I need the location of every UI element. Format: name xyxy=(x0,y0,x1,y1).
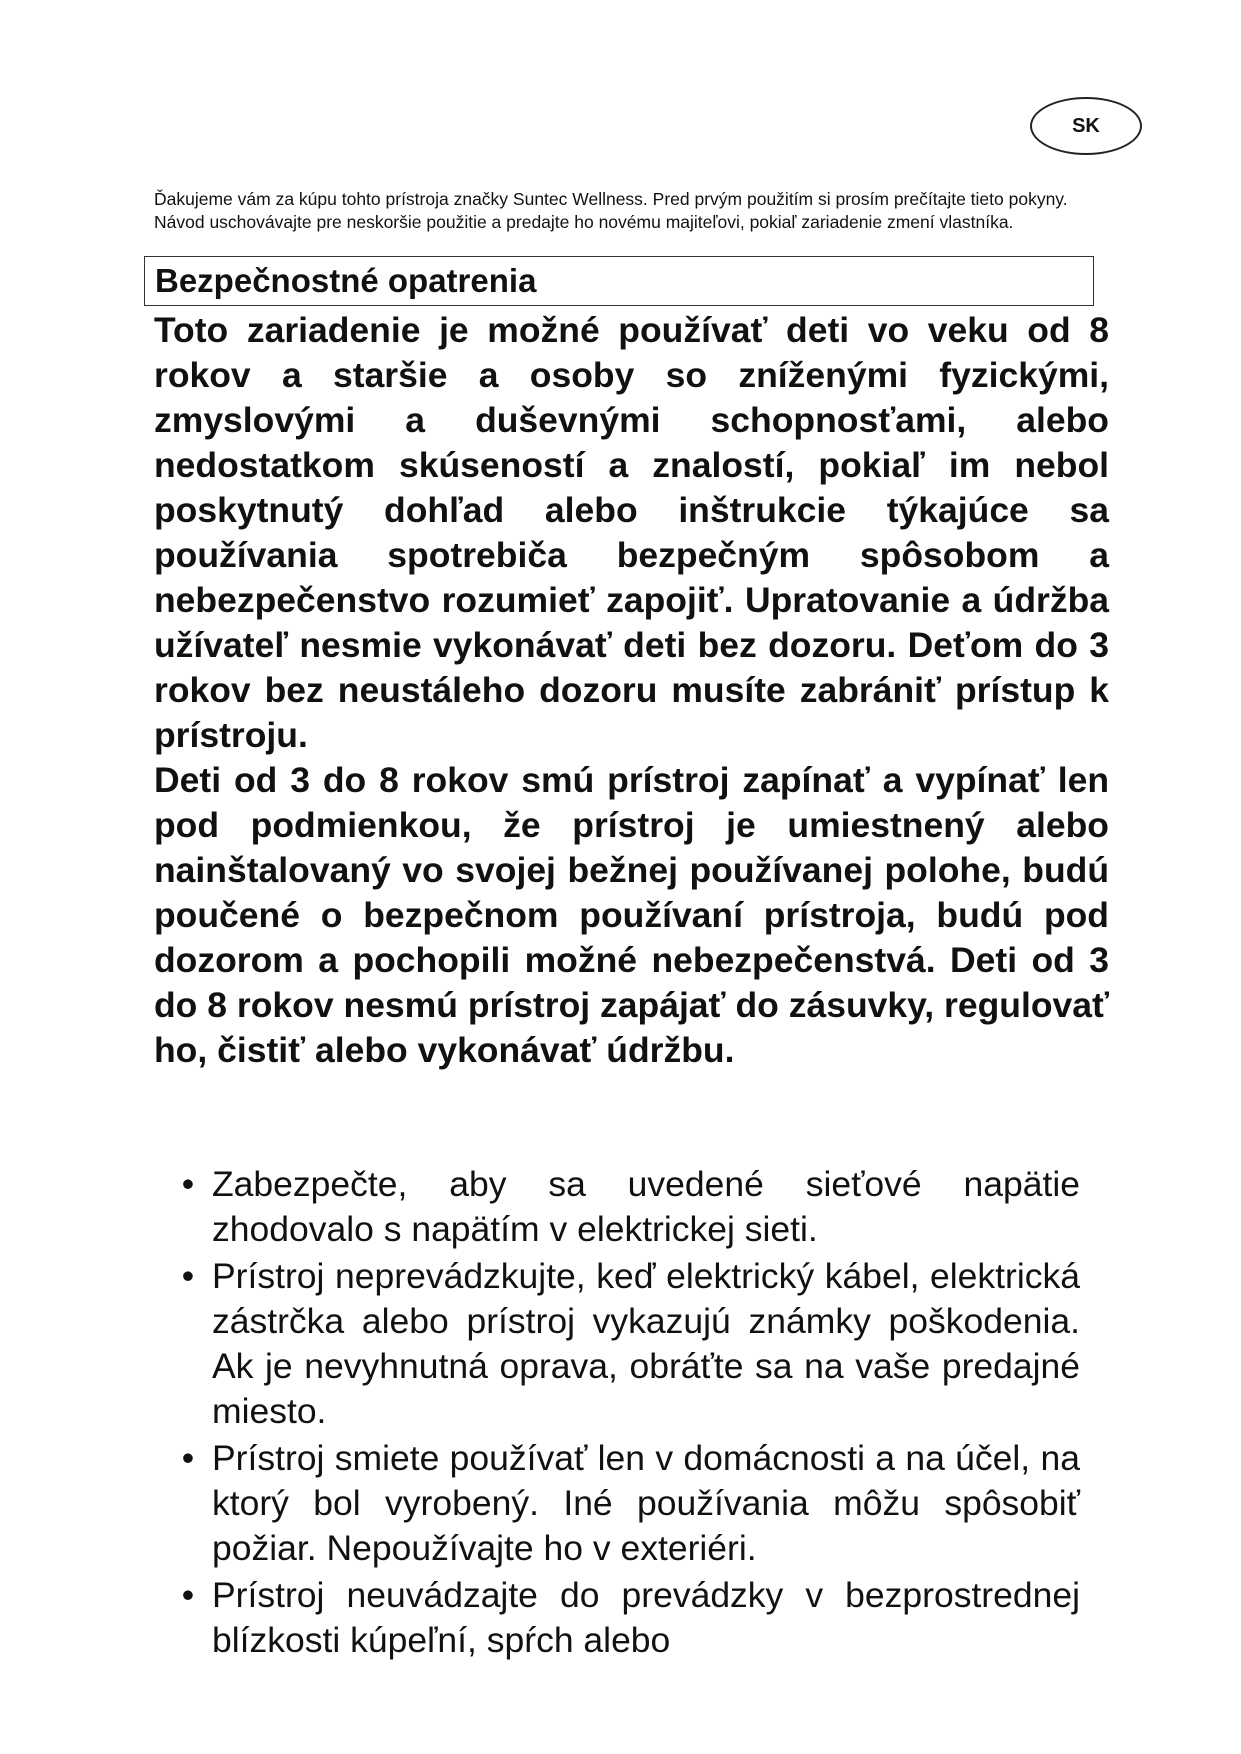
warning-paragraph-2: Deti od 3 do 8 rokov smú prístroj zapínať a vypínať len pod podmienkou, že prístroj je umiestnený alebo nainštalovaný vo svojej bežnej používanej polohe, budú poučené o bezpečnom používaní prístroja, budú pod dozorom a pochopili možné nebezpečenstvá. Deti od 3 do 8 rokov nesmú prístroj zapájať do zásuvky, regulovať ho, čistiť alebo vykonávať údržbu. xyxy=(154,760,1109,1070)
intro-text: Ďakujeme vám za kúpu tohto prístroja značky Suntec Wellness. Pred prvým použitím si prosím prečítajte tieto pokyny. Návod uschovávajte pre neskoršie použitie a predajte ho novému majiteľovi, pokiaľ zariadenie zmení vlastníka. xyxy=(154,189,1068,232)
list-item xyxy=(178,1573,1080,1663)
list-item xyxy=(178,1254,1080,1434)
list-item xyxy=(178,1436,1080,1571)
list-item xyxy=(178,1162,1080,1252)
bullet-icon: • xyxy=(181,1438,195,1478)
safety-bullet-list xyxy=(178,1162,1080,1665)
safety-warning xyxy=(154,308,1109,1073)
list-item-text: Prístroj neprevádzkujte, keď elektrický kábel, elektrická zástrčka alebo prístroj vykazujú známky poškodenia. Ak je nevyhnutná oprava, obráťte sa na vaše predajné miesto. xyxy=(212,1256,1080,1431)
warning-paragraph-1: Toto zariadenie je možné používať deti vo veku od 8 rokov a staršie a osoby so zníženými fyzickými, zmyslovými a duševnými schopnosťami, alebo nedostatkom skúseností a znalostí, pokiaľ im nebol poskytnutý dohľad alebo inštrukcie týkajúce sa používania spotrebiča bezpečným spôsobom a nebezpečenstvo rozumieť zapojiť. Upratovanie a údržba užívateľ nesmie vykonávať deti bez dozoru. Deťom do 3 rokov bez neustáleho dozoru musíte zabrániť prístup k prístroju. xyxy=(154,310,1109,755)
bullet-icon: • xyxy=(181,1575,195,1615)
section-title: Bezpečnostné opatrenia xyxy=(155,262,537,299)
bullet-icon: • xyxy=(181,1164,195,1204)
language-badge: SK xyxy=(1030,97,1142,155)
list-item-text: Zabezpečte, aby sa uvedené sieťové napätie zhodovalo s napätím v elektrickej sieti. xyxy=(212,1164,1080,1249)
list-item-text: Prístroj neuvádzajte do prevádzky v bezprostrednej blízkosti kúpeľní, spŕch alebo xyxy=(212,1575,1080,1660)
bullet-icon: • xyxy=(181,1256,195,1296)
list-item-text: Prístroj smiete používať len v domácnosti a na účel, na ktorý bol vyrobený. Iné používania môžu spôsobiť požiar. Nepoužívajte ho v exteriéri. xyxy=(212,1438,1080,1568)
section-heading xyxy=(144,256,1094,306)
